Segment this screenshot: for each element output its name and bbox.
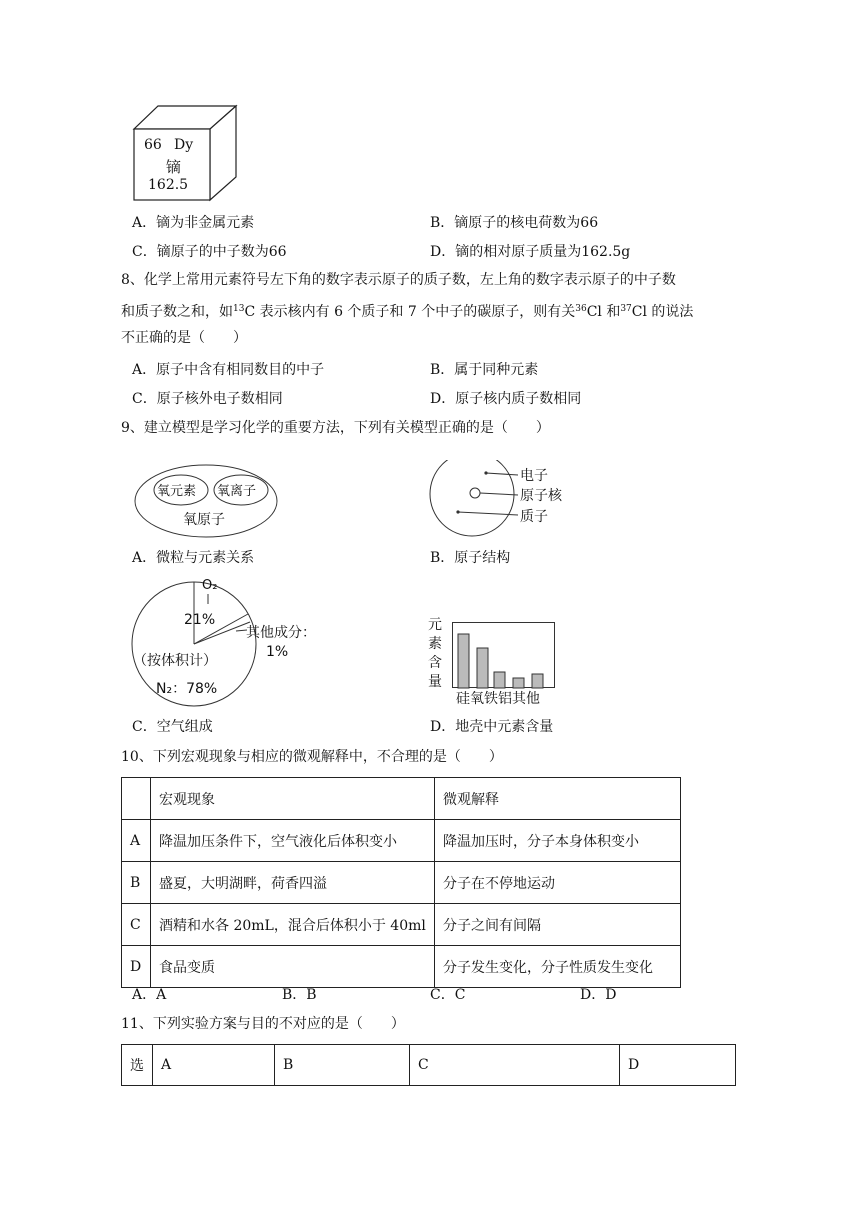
crust-bar-chart [452, 622, 556, 690]
q8-option-c: C．原子核外电子数相同 [132, 391, 283, 407]
x-label: 其他 [512, 691, 540, 707]
q11-table [121, 1044, 736, 1086]
label-n2: N₂：78% [156, 681, 218, 697]
table-cell: 酒精和水各 20mL，混合后体积小于 40ml [151, 904, 435, 946]
q7-option-b: B．镝原子的核电荷数为66 [430, 215, 599, 231]
q9-figure-a [132, 462, 282, 540]
label-21pct: 21% [184, 612, 216, 628]
header-cell: 宏观现象 [151, 778, 435, 820]
element-name: 镝 [166, 158, 182, 176]
header-cell: A [153, 1045, 275, 1086]
q10-option-d: D．D [580, 987, 617, 1003]
label-1pct: 1% [266, 644, 289, 660]
q10-option-c: C．C [430, 987, 466, 1003]
table-cell: B [122, 862, 151, 904]
bar-oxygen [458, 634, 469, 688]
label-oxygen-ion: 氧离子 [217, 484, 257, 499]
q8-option-a: A．原子中含有相同数目的中子 [132, 362, 325, 378]
label-electron: 电子 [520, 468, 548, 484]
q7-option-d: D．镝的相对原子质量为162.5g [430, 244, 631, 260]
bar-silicon [477, 648, 488, 688]
q9-figure-d [428, 616, 560, 710]
q8-stem-line2: 和质子数之和，如$^{13}$C 表示核内有 6 个质子和 7 个中子的碳原子，则有关$^{36}$Cl 和$^{37}$Cl 的说法 [121, 304, 694, 320]
x-label: 铁 [484, 691, 498, 707]
table-cell: 降温加压条件下，空气液化后体积变小 [151, 820, 435, 862]
table-cell: 分子发生变化，分子性质发生变化 [435, 946, 681, 988]
y-axis-label: 元 素 含 量 [428, 617, 442, 690]
atom-diagram [428, 460, 588, 540]
element-card-figure [130, 101, 240, 203]
table-cell: 分子在不停地运动 [435, 862, 681, 904]
label-oxygen-element: 氧元素 [157, 484, 197, 499]
label-proton: 质子 [520, 509, 548, 525]
x-axis-labels [456, 688, 540, 708]
q8-stem-line1: 8、化学上常用元素符号左下角的数字表示原子的质子数，左上角的数字表示原子的中子数 [121, 272, 676, 288]
header-cell: 微观解释 [435, 778, 681, 820]
q8-option-d: D．原子核内质子数相同 [430, 391, 582, 407]
table-header-row [122, 1045, 736, 1086]
q9-stem: 9、建立模型是学习化学的重要方法，下列有关模型正确的是（ ） [121, 420, 550, 436]
table-header-row [122, 778, 681, 820]
q9-caption-a: A．微粒与元素关系 [132, 550, 255, 566]
x-label: 氧 [470, 691, 484, 707]
table-row [122, 820, 681, 862]
q8-stem-line3: 不正确的是（ ） [121, 330, 247, 346]
table-cell: 盛夏，大明湖畔，荷香四溢 [151, 862, 435, 904]
table-cell: 食品变质 [151, 946, 435, 988]
element-mass: 162.5 [148, 177, 189, 193]
element-symbol: Dy [174, 137, 194, 153]
q10-stem: 10、下列宏观现象与相应的微观解释中，不合理的是（ ） [121, 749, 503, 765]
q9-caption-b: B．原子结构 [430, 550, 511, 566]
table-cell: D [122, 946, 151, 988]
label-by-volume: （按体积计） [133, 653, 217, 669]
table-row [122, 904, 681, 946]
bar-other [532, 674, 543, 688]
table-cell: 分子之间有间隔 [435, 904, 681, 946]
x-label: 铝 [498, 691, 512, 707]
q10-option-b: B．B [282, 987, 317, 1003]
header-cell [122, 778, 151, 820]
q9-caption-c: C．空气组成 [132, 719, 213, 735]
header-cell: B [275, 1045, 410, 1086]
table-cell: A [122, 820, 151, 862]
q9-figure-b [428, 460, 588, 540]
table-cell: C [122, 904, 151, 946]
q9-figure-c [130, 578, 340, 708]
q11-stem: 11、下列实验方案与目的不对应的是（ ） [121, 1016, 405, 1032]
label-other-components: 其他成分： [246, 625, 316, 641]
bar-iron [513, 678, 524, 688]
x-label: 硅 [456, 691, 470, 707]
q10-table [121, 777, 681, 988]
label-oxygen-atom: 氧原子 [183, 512, 225, 528]
table-row [122, 946, 681, 988]
element-number: 66 [144, 137, 162, 153]
bar-aluminum [494, 672, 505, 688]
q7-option-c: C．镝原子的中子数为66 [132, 244, 287, 260]
header-cell: 选 [122, 1045, 153, 1086]
q8-option-b: B．属于同种元素 [430, 362, 539, 378]
header-cell: D [620, 1045, 736, 1086]
q9-caption-d: D．地壳中元素含量 [430, 719, 554, 735]
q7-option-a: A．镝为非金属元素 [132, 215, 255, 231]
table-cell: 降温加压时，分子本身体积变小 [435, 820, 681, 862]
table-row [122, 862, 681, 904]
label-o2: O₂ [202, 578, 218, 593]
label-nucleus: 原子核 [520, 488, 562, 504]
header-cell: C [410, 1045, 620, 1086]
q10-option-a: A．A [132, 987, 167, 1003]
